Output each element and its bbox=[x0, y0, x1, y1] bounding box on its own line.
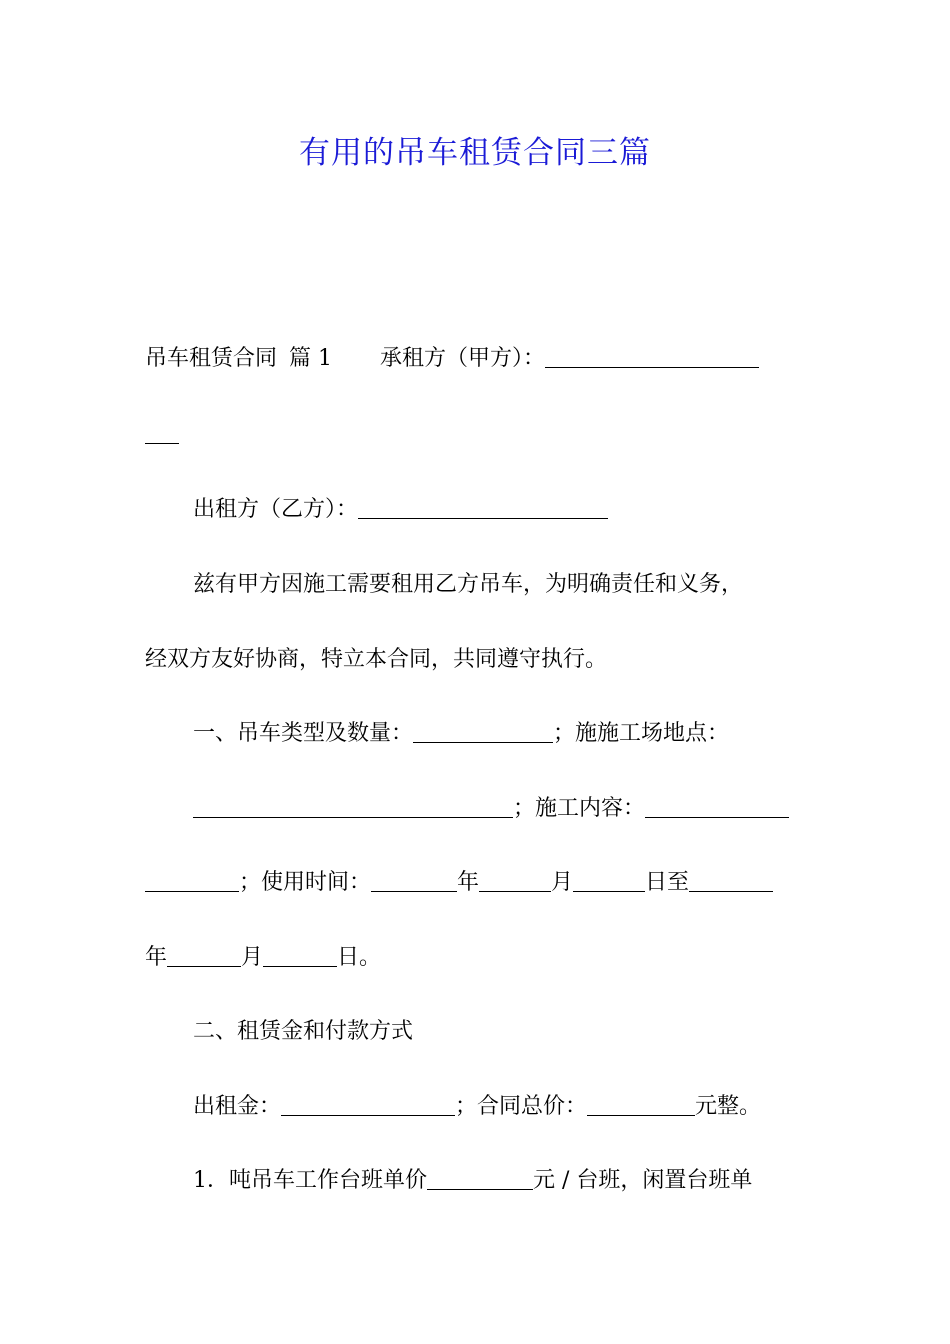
item1-mid: 元 / 台班，闲置台班单 bbox=[533, 1168, 753, 1193]
lessor-line bbox=[193, 493, 807, 527]
end-year-blank bbox=[689, 867, 773, 892]
section1-site-line bbox=[193, 792, 807, 826]
lessee-blank bbox=[545, 343, 759, 368]
end-month-blank bbox=[167, 942, 241, 967]
contract-heading: 吊车租赁合同 bbox=[145, 346, 278, 371]
rent-blank bbox=[281, 1091, 455, 1116]
content-blank bbox=[645, 793, 789, 818]
article-number: 篇 1 bbox=[289, 346, 333, 371]
site-blank bbox=[193, 793, 513, 818]
content-blank-tail bbox=[145, 867, 239, 892]
intro-text-1: 兹有甲方因施工需要租用乙方吊车，为明确责任和义务， bbox=[193, 572, 744, 597]
intro-line-2 bbox=[145, 643, 807, 677]
section1-line bbox=[193, 717, 807, 751]
start-year-blank bbox=[371, 867, 457, 892]
lessee-label: 承租方（甲方）： bbox=[380, 346, 546, 371]
end-day-blank bbox=[263, 942, 337, 967]
section1-label: 一、吊车类型及数量： bbox=[193, 721, 414, 746]
day-to-text: 日至 bbox=[645, 870, 690, 895]
lessee-blank-tail bbox=[145, 419, 179, 444]
month-text: 月 bbox=[551, 870, 574, 895]
rent-label: 出租金： bbox=[193, 1094, 282, 1119]
document-title: 有用的吊车租赁合同三篇 bbox=[299, 135, 651, 171]
section1-end-date-line bbox=[145, 941, 807, 975]
item1-line bbox=[193, 1164, 807, 1198]
total-blank bbox=[587, 1091, 695, 1116]
end-year-text: 年 bbox=[145, 945, 168, 970]
lessor-label: 出租方（乙方）： bbox=[193, 497, 359, 522]
end-month-text: 月 bbox=[241, 945, 264, 970]
content-label: ；施工内容： bbox=[513, 796, 646, 821]
site-label: ；施施工场地点： bbox=[553, 721, 730, 746]
item1-prefix: 1．吨吊车工作台班单价 bbox=[193, 1168, 427, 1193]
intro-text-2: 经双方友好协商，特立本合同，共同遵守执行。 bbox=[145, 647, 608, 672]
start-month-blank bbox=[479, 867, 551, 892]
lessee-blank-continued bbox=[145, 418, 807, 452]
contract-header-line bbox=[145, 342, 807, 376]
year-text: 年 bbox=[457, 870, 480, 895]
total-label: ；合同总价： bbox=[455, 1094, 588, 1119]
start-day-blank bbox=[573, 867, 645, 892]
section1-time-line bbox=[145, 866, 807, 900]
crane-type-blank bbox=[413, 718, 553, 743]
time-label: ；使用时间： bbox=[239, 870, 372, 895]
intro-line-1 bbox=[193, 568, 807, 602]
rent-line bbox=[193, 1090, 807, 1124]
unit-price-blank bbox=[427, 1165, 533, 1190]
lessor-blank bbox=[358, 494, 608, 519]
section2-heading: 二、租赁金和付款方式 bbox=[193, 1019, 414, 1044]
end-day-text: 日。 bbox=[337, 945, 382, 970]
total-suffix: 元整。 bbox=[695, 1094, 762, 1119]
section2-heading-line bbox=[193, 1015, 807, 1049]
